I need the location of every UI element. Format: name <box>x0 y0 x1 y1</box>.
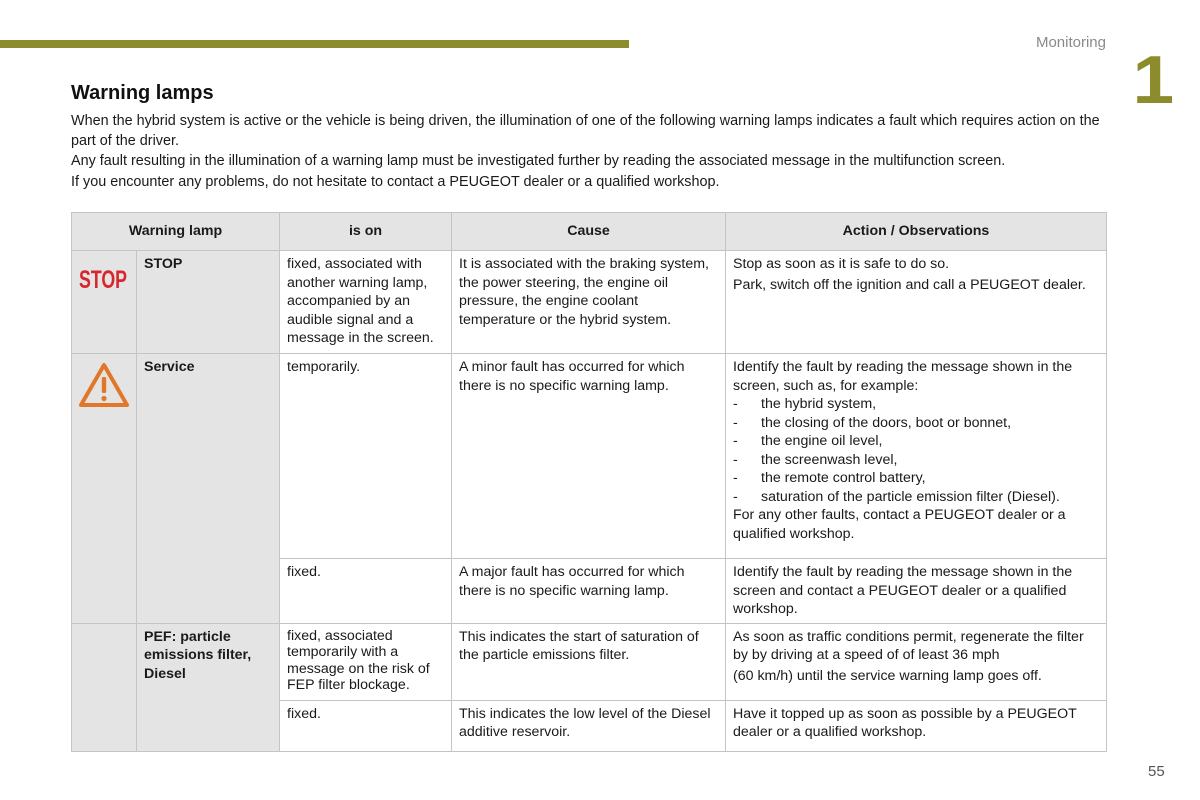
action-cell: Have it topped up as soon as possible by a PEUGEOT dealer or a qualified workshop. <box>726 700 1107 751</box>
warning-triangle-icon <box>78 362 130 408</box>
empty-icon-cell <box>72 623 137 751</box>
lamp-name-service: Service <box>137 354 280 624</box>
list-item-text: the remote control battery, <box>761 470 926 486</box>
intro-paragraph: If you encounter any problems, do not hesitate to contact a PEUGEOT dealer or a qualified workshop. <box>71 173 720 190</box>
header-cause: Cause <box>452 213 726 251</box>
lamp-name-stop: STOP <box>137 251 280 354</box>
list-item-text: the hybrid system, <box>761 396 877 412</box>
action-cell <box>726 251 1107 354</box>
intro-paragraph: When the hybrid system is active or the vehicle is being driven, the illumination of one of the following warning lamps indicates a fault which requires action on the part of the driver. <box>71 113 1100 150</box>
is-on-cell: fixed, associated with another warning lamp, accompanied by an audible signal and a message in the screen. <box>280 251 452 354</box>
action-cell: Identify the fault by reading the message shown in the screen and contact a PEUGEOT dealer or a qualified workshop. <box>726 559 1107 624</box>
header-is-on: is on <box>280 213 452 251</box>
action-line: (60 km/h) until the service warning lamp goes off. <box>733 667 1042 684</box>
stop-icon <box>78 263 128 293</box>
action-outro: For any other faults, contact a PEUGEOT dealer or a qualified workshop. <box>733 507 1066 542</box>
action-line: Park, switch off the ignition and call a PEUGEOT dealer. <box>733 276 1086 293</box>
intro-text <box>71 111 1111 192</box>
list-item: - the closing of the doors, boot or bonnet, <box>733 414 1012 431</box>
list-item: - saturation of the particle emission filter (Diesel). <box>733 488 1060 505</box>
list-item-text: the screenwash level, <box>761 451 898 468</box>
table-row-service <box>72 354 1107 559</box>
cause-cell: A major fault has occurred for which there is no specific warning lamp. <box>452 559 726 624</box>
warning-lamps-table <box>71 212 1107 752</box>
list-item-text: saturation of the particle emission filter (Diesel). <box>761 488 1060 505</box>
list-item: - the remote control battery, <box>733 470 926 486</box>
chapter-number <box>1132 42 1175 118</box>
action-intro: Identify the fault by reading the message shown in the screen, such as, for example: <box>733 359 1073 394</box>
action-cell <box>726 623 1107 700</box>
cause-cell: A minor fault has occurred for which there is no specific warning lamp. <box>452 354 726 559</box>
action-cell <box>726 354 1107 559</box>
header-accent-bar <box>0 40 629 48</box>
stop-icon-cell <box>72 251 137 354</box>
action-line: As soon as traffic conditions permit, regenerate the filter by by driving at a speed of of least 36 mph <box>733 628 1084 663</box>
chapter-number-text: 1 <box>1132 42 1175 118</box>
header-warning-lamp: Warning lamp <box>72 213 280 251</box>
intro-paragraph: Any fault resulting in the illumination of a warning lamp must be investigated further by reading the associated message in the multifunction screen. <box>71 153 1006 170</box>
header-action: Action / Observations <box>726 213 1107 251</box>
is-on-cell: fixed. <box>280 700 452 751</box>
fault-list <box>733 395 1099 506</box>
list-item-text: the closing of the doors, boot or bonnet, <box>761 414 1012 431</box>
page-number: 55 <box>1148 763 1165 780</box>
cause-cell: This indicates the start of saturation of the particle emissions filter. <box>452 623 726 700</box>
cause-cell: This indicates the low level of the Diesel additive reservoir. <box>452 700 726 751</box>
list-item: - the screenwash level, <box>733 451 898 468</box>
is-on-cell: temporarily. <box>280 354 452 559</box>
cause-cell: It is associated with the braking system, the power steering, the engine oil pressure, the engine coolant temperature or the hybrid system. <box>452 251 726 354</box>
warning-icon-cell <box>72 354 137 624</box>
is-on-cell: fixed. <box>280 559 452 624</box>
section-title: Monitoring <box>1035 34 1106 51</box>
lamp-name-pef: PEF: particle emissions filter, Diesel <box>137 623 280 751</box>
action-line: Stop as soon as it is safe to do so. <box>733 256 950 272</box>
list-item: - the hybrid system, <box>733 396 877 412</box>
table-row-pef <box>72 623 1107 700</box>
list-item: - the engine oil level, <box>733 433 883 449</box>
stop-icon-text: STOP <box>79 266 127 294</box>
table-header-row <box>72 213 1107 251</box>
table-row-stop <box>72 251 1107 354</box>
is-on-cell: fixed, associated temporarily with a message on the risk of FEP filter blockage. <box>280 623 452 700</box>
page-title: Warning lamps <box>71 82 214 104</box>
list-item-text: the engine oil level, <box>761 433 883 449</box>
